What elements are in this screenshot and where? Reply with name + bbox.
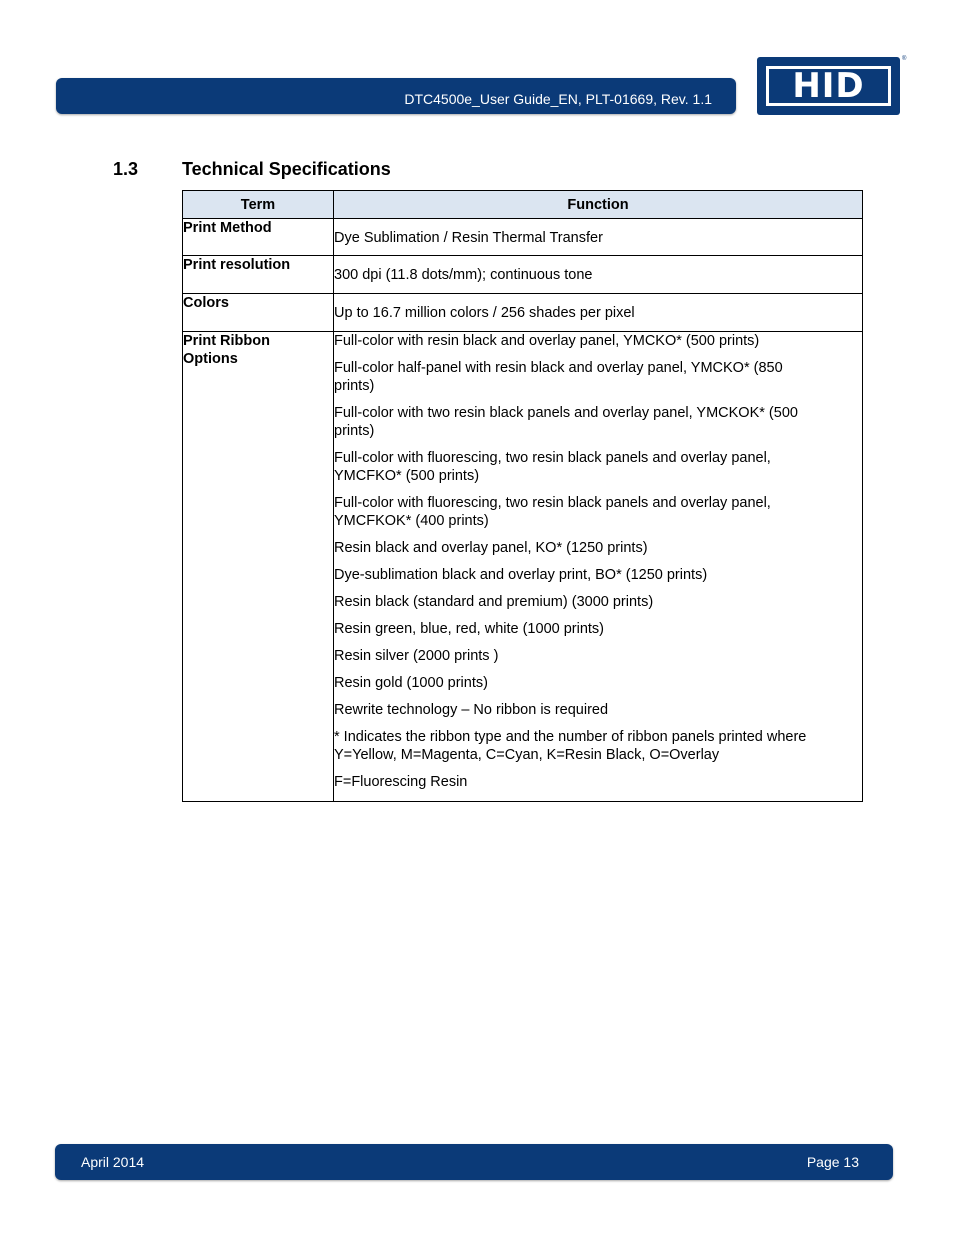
table-row-ribbon xyxy=(183,332,863,802)
ribbon-option: Full-color with fluorescing, two resin black panels and overlay panel, YMCFKO* (500 prints) xyxy=(334,450,771,484)
table-row xyxy=(183,294,863,332)
ribbon-term-label: Print Ribbon Options xyxy=(183,333,270,367)
ribbon-option: Full-color with fluorescing, two resin black panels and overlay panel, YMCFKOK* (400 prints) xyxy=(334,495,771,529)
ribbon-option: Resin black (standard and premium) (3000 prints) xyxy=(334,594,654,610)
footer-date: April 2014 xyxy=(81,1154,145,1170)
ribbon-option: Resin gold (1000 prints) xyxy=(334,675,488,691)
ribbon-option: Resin black and overlay panel, KO* (1250 prints) xyxy=(334,540,648,556)
section-title: Technical Specifications xyxy=(182,159,391,179)
function-cell: 300 dpi (11.8 dots/mm); continuous tone xyxy=(334,256,863,294)
term-cell: Colors xyxy=(183,294,334,332)
logo-text: HID xyxy=(792,66,865,106)
logo-frame xyxy=(766,66,891,106)
section-heading xyxy=(113,159,391,180)
column-header-function: Function xyxy=(334,191,863,219)
ribbon-options-cell xyxy=(334,332,863,802)
section-number: 1.3 xyxy=(113,159,139,179)
ribbon-option: Resin silver (2000 prints ) xyxy=(334,648,499,664)
spec-table xyxy=(182,190,863,802)
ribbon-option: Resin green, blue, red, white (1000 prints) xyxy=(334,621,605,637)
document-title: DTC4500e_User Guide_EN, PLT-01669, Rev. 1.1 xyxy=(404,91,712,107)
term-cell: Print Method xyxy=(183,219,334,256)
column-header-term: Term xyxy=(183,191,334,219)
table-row xyxy=(183,256,863,294)
term-cell xyxy=(183,332,334,802)
hid-logo xyxy=(757,57,900,115)
footer-bar xyxy=(55,1144,893,1180)
table-row xyxy=(183,219,863,256)
ribbon-option: Full-color half-panel with resin black and overlay panel, YMCKO* (850 prints) xyxy=(334,360,783,394)
function-cell: Up to 16.7 million colors / 256 shades per pixel xyxy=(334,294,863,332)
ribbon-option: Full-color with resin black and overlay panel, YMCKO* (500 prints) xyxy=(334,333,760,349)
term-cell: Print resolution xyxy=(183,256,334,294)
registered-mark: ® xyxy=(902,56,907,62)
ribbon-option: Dye-sublimation black and overlay print, BO* (1250 prints) xyxy=(334,567,708,583)
page-number: Page 13 xyxy=(806,1154,859,1170)
table-header-row xyxy=(183,191,863,219)
ribbon-option: Full-color with two resin black panels and overlay panel, YMCKOK* (500 prints) xyxy=(334,405,798,439)
ribbon-legend-note: * Indicates the ribbon type and the number of ribbon panels printed where Y=Yellow, M=Magenta, C=Cyan, K=Resin Black, O=Overlay xyxy=(334,729,807,763)
function-cell: Dye Sublimation / Resin Thermal Transfer xyxy=(334,219,863,256)
ribbon-option: Rewrite technology – No ribbon is required xyxy=(334,702,609,718)
header-bar xyxy=(56,78,736,114)
ribbon-legend-note: F=Fluorescing Resin xyxy=(334,774,468,790)
